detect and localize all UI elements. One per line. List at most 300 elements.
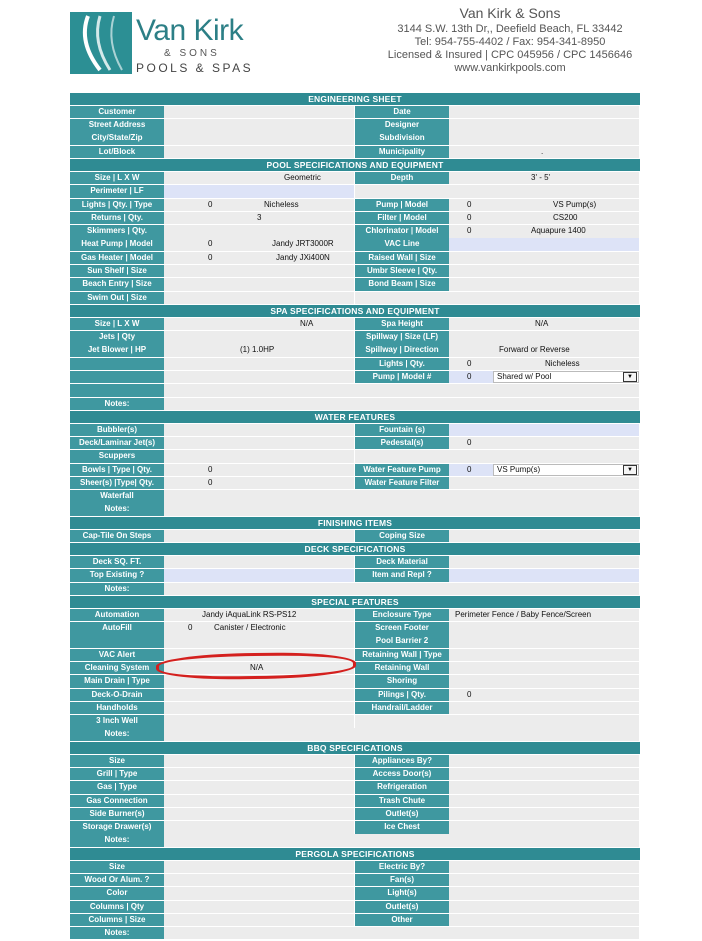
blower-field[interactable] [164,344,354,356]
label-screen-footer: Screen Footer [355,622,449,634]
filter-model: CS200 [553,212,578,222]
label-item-repl: Item and Repl ? [355,569,449,581]
raised-wall-field[interactable] [449,252,639,264]
bubbler-field[interactable] [164,424,354,436]
table-row [70,861,640,873]
label-blank [70,371,164,383]
table-row [70,278,640,290]
grill-field[interactable] [164,768,354,780]
table-row [70,265,640,277]
spa-height-field[interactable] [449,318,639,330]
spa-height-value: N/A [535,318,549,328]
municipality-field[interactable] [449,146,639,158]
autofill-field[interactable] [164,622,354,634]
label-wf-pump: Water Feature Pump [355,464,449,476]
beach-field[interactable] [164,278,354,290]
columns-size-field[interactable] [164,914,354,926]
table-row [70,834,640,846]
table-row [70,477,640,489]
label-bubbler: Bubbler(s) [70,424,164,436]
table-row [70,901,640,913]
company-name: Van Kirk & Sons [459,5,561,21]
label-deck-drain: Deck-O-Drain [70,689,164,701]
label-other: Other [355,914,449,926]
label-bbq-outlet: Outlet(s) [355,808,449,820]
pilings-field[interactable] [449,689,639,701]
label-color: Color [70,887,164,899]
pool-size-field[interactable] [164,172,354,184]
logo-wave-icon [70,12,132,74]
label-umbr: Umbr Sleeve | Qty. [355,265,449,277]
label-pedestal: Pedestal(s) [355,437,449,449]
refrig-field[interactable] [449,781,639,793]
label-depth: Depth [355,172,449,184]
label-side-burner: Side Burner(s) [70,808,164,820]
label-access: Access Door(s) [355,768,449,780]
street-field[interactable] [164,119,354,131]
heatpump-model: Jandy JRT3000R [272,239,334,249]
label-blank [70,358,164,370]
label-spa-lights: Lights | Qty. [355,358,449,370]
bbq-outlet-field[interactable] [449,808,639,820]
date-field[interactable] [449,106,639,118]
section-special: SPECIAL FEATURES [70,596,640,608]
table-row [70,119,640,131]
label-spillway: Spillway | Size (LF) [355,331,449,343]
top-existing-field[interactable] [164,569,354,581]
table-row [70,728,640,740]
autofill-qty: 0 [188,623,193,633]
table-row [70,635,640,647]
ice-chest-field[interactable] [449,821,639,833]
chlorinator-field[interactable] [449,225,639,237]
color-field[interactable] [164,887,354,899]
table-row [70,172,640,184]
inch-well-field[interactable] [164,715,354,727]
sheer-field[interactable] [164,477,354,489]
gas-field[interactable] [164,781,354,793]
label-scuppers: Scuppers [70,450,164,462]
table-row [70,715,640,727]
table-row [70,238,640,250]
scuppers-field[interactable] [164,450,354,462]
pump-model: VS Pump(s) [553,199,597,209]
pool-lights-type: Nicheless [264,199,299,209]
blank-field [164,371,354,383]
label-cleaning: Cleaning System [70,662,164,674]
label-handrail: Handrail/Ladder [355,702,449,714]
spa-lights-type: Nicheless [545,358,580,368]
wood-field[interactable] [164,874,354,886]
pool-size-value: Geometric [284,173,321,183]
automation-value: Jandy iAquaLink RS-PS12 [202,609,297,619]
pump-qty: 0 [467,199,472,209]
retaining-type-field[interactable] [449,649,639,661]
label-jets: Jets | Qty [70,331,164,343]
deck-sqft-field[interactable] [164,556,354,568]
logo-name: Van Kirk [136,14,244,47]
pergola-lights-field[interactable] [449,887,639,899]
label-special-notes: Notes: [70,728,164,740]
label-pergola-size: Size [70,861,164,873]
shoring-field[interactable] [449,675,639,687]
table-row [70,398,640,410]
bowls-value: 0 [208,464,213,474]
label-appliances: Appliances By? [355,755,449,767]
trash-field[interactable] [449,795,639,807]
waterfall-field[interactable] [164,490,639,502]
deck-notes-field[interactable] [164,583,639,595]
label-storage: Storage Drawer(s) [70,821,164,833]
label-municipality: Municipality [355,146,449,158]
cap-tile-field[interactable] [164,530,354,542]
label-subdivision: Subdivision [355,132,449,144]
label-trash: Trash Chute [355,795,449,807]
spa-notes-field[interactable] [164,398,639,410]
label-waterfall: Waterfall [70,490,164,502]
label-fountain: Fountain (s) [355,424,449,436]
blank-field [164,635,354,647]
label-main-drain: Main Drain | Type [70,675,164,687]
table-row [70,464,640,476]
section-engineering: ENGINEERING SHEET [70,93,640,105]
table-row [70,437,640,449]
appliances-field[interactable] [449,755,639,767]
perimeter-field[interactable] [164,185,354,197]
label-skimmers: Skimmers | Qty. [70,225,164,237]
chlorinator-qty: 0 [467,226,472,236]
label-wood: Wood Or Alum. ? [70,874,164,886]
handholds-field[interactable] [164,702,354,714]
blower-value: (1) 1.0HP [240,345,275,355]
table-row [70,358,640,370]
section-finishing: FINISHING ITEMS [70,517,640,529]
spa-lights-field[interactable] [449,358,639,370]
bbq-notes-field[interactable] [164,834,639,846]
returns-qty: 3 [257,212,262,222]
label-pool-lights: Lights | Qty. | Type [70,199,164,211]
label-automation: Automation [70,609,164,621]
company-license: Licensed & Insured | CPC 045956 / CPC 1456646 [387,49,633,61]
wf-pump-field[interactable] [449,464,639,476]
gasheater-model: Jandy JXi400N [276,252,330,262]
label-columns-size: Columns | Size [70,914,164,926]
table-row [70,821,640,833]
label-filter: Filter | Model [355,212,449,224]
label-gasheater: Gas Heater | Model [70,252,164,264]
fountain-field[interactable] [449,424,639,436]
table-row [70,225,640,237]
label-bbq-notes: Notes: [70,834,164,846]
label-fans: Fan(s) [355,874,449,886]
label-blower: Jet Blower | HP [70,344,164,356]
spa-size-value: N/A [300,318,314,328]
label-bondbeam: Bond Beam | Size [355,278,449,290]
table-row [70,252,640,264]
subdivision-field[interactable] [449,132,639,144]
heatpump-field[interactable] [164,238,354,250]
table-row [70,371,640,383]
pergola-outlets-field[interactable] [449,901,639,913]
label-wf-filter: Water Feature Filter [355,477,449,489]
skimmers-field[interactable] [164,225,354,237]
spill-dir-field[interactable] [449,344,639,356]
automation-field[interactable] [164,609,354,621]
label-spa-size: Size | L X W [70,318,164,330]
pedestal-field[interactable] [449,437,639,449]
table-row [70,609,640,621]
label-sunshelf: Sun Shelf | Size [70,265,164,277]
table-row [70,755,640,767]
label-water-notes: Notes: [70,503,164,515]
item-repl-field[interactable] [449,569,639,581]
table-row [70,768,640,780]
spa-size-field[interactable] [164,318,354,330]
pedestal-value: 0 [467,438,472,448]
access-field[interactable] [449,768,639,780]
table-row [70,927,640,939]
swimout-field[interactable] [164,292,354,304]
table-row [70,795,640,807]
label-swimout: Swim Out | Size [70,292,164,304]
screen-footer-field[interactable] [449,622,639,634]
table-row [70,490,640,502]
label-gas: Gas | Type [70,781,164,793]
designer-field[interactable] [449,119,639,131]
customer-field[interactable] [164,106,354,118]
label-date: Date [355,106,449,118]
water-notes-field[interactable] [164,503,639,515]
company-address: 3144 S.W. 13th Dr,, Deefield Beach, FL 33442 [397,23,623,35]
pergola-notes-field[interactable] [164,927,639,939]
vac-line-field[interactable] [449,238,639,250]
wf-pump-qty: 0 [467,464,472,474]
label-deck-jet: Deck/Laminar Jet(s) [70,437,164,449]
pool-barrier-field[interactable] [449,635,639,647]
label-inch-well: 3 Inch Well [70,715,164,727]
table-row [70,132,640,144]
section-pergola: PERGOLA SPECIFICATIONS [70,848,640,860]
section-deck: DECK SPECIFICATIONS [70,543,640,555]
pool-lights-field[interactable] [164,199,354,211]
label-pump: Pump | Model [355,199,449,211]
table-row [70,424,640,436]
electric-field[interactable] [449,861,639,873]
bbq-size-field[interactable] [164,755,354,767]
section-bbq: BBQ SPECIFICATIONS [70,742,640,754]
bondbeam-field[interactable] [449,278,639,290]
gas-conn-field[interactable] [164,795,354,807]
table-row [70,569,640,581]
chevron-down-icon[interactable]: ▼ [623,372,637,382]
company-phone: Tel: 954-755-4402 / Fax: 954-341-8950 [414,36,606,48]
label-bbq-size: Size [70,755,164,767]
table-row [70,199,640,211]
table-row [70,702,640,714]
label-deck-notes: Notes: [70,583,164,595]
table-row [70,887,640,899]
table-row [70,450,640,462]
pergola-size-field[interactable] [164,861,354,873]
table-row [70,146,640,158]
label-pergola-outlets: Outlet(s) [355,901,449,913]
label-cap-tile: Cap-Tile On Steps [70,530,164,542]
bowls-field[interactable] [164,464,354,476]
jets-field[interactable] [164,331,354,343]
table-row [70,503,640,515]
label-designer: Designer [355,119,449,131]
pool-lights-qty: 0 [208,199,213,209]
label-lot: Lot/Block [70,146,164,158]
gasheater-qty: 0 [208,252,213,262]
chevron-down-icon[interactable]: ▼ [623,465,637,475]
label-vac-line: VAC Line [355,238,449,250]
label-refrig: Refrigeration [355,781,449,793]
label-blank [70,635,164,647]
label-street: Street Address [70,119,164,131]
section-pool: POOL SPECIFICATIONS AND EQUIPMENT [70,159,640,171]
label-handholds: Handholds [70,702,164,714]
logo-pools: POOLS & SPAS [136,61,254,75]
spill-dir-value: Forward or Reverse [499,345,570,355]
table-row [70,384,640,396]
label-columns-qty: Columns | Qty [70,901,164,913]
scuppers-blank [355,450,639,462]
cleaning-value: N/A [250,663,264,673]
table-row [70,106,640,118]
label-retaining-wall: Retaining Wall [355,662,449,674]
table-row [70,331,640,343]
company-website: www.vankirkpools.com [454,62,566,74]
deck-drain-field[interactable] [164,689,354,701]
label-top-existing: Top Existing ? [70,569,164,581]
label-perimeter: Perimeter | LF [70,185,164,197]
blank-field [164,358,354,370]
storage-field[interactable] [164,821,354,833]
deck-material-field[interactable] [449,556,639,568]
table-row [70,318,640,330]
label-grill: Grill | Type [70,768,164,780]
label-deck-material: Deck Material [355,556,449,568]
label-blank [70,384,164,396]
swimout-blank [355,292,639,304]
spa-pump-field[interactable] [449,371,639,383]
label-customer: Customer [70,106,164,118]
returns-field[interactable] [164,212,354,224]
table-row [70,344,640,356]
label-city: City/State/Zip [70,132,164,144]
table-row [70,781,640,793]
sheer-value: 0 [208,477,213,487]
table-row [70,874,640,886]
retaining-wall-field[interactable] [449,662,639,674]
city-field[interactable] [164,132,354,144]
label-pilings: Pilings | Qty. [355,689,449,701]
inch-well-blank [355,715,639,727]
table-row [70,622,640,634]
fans-field[interactable] [449,874,639,886]
wf-filter-field[interactable] [449,477,639,489]
wf-pump-model: VS Pump(s) [497,464,541,474]
lot-field[interactable] [164,146,354,158]
other-field[interactable] [449,914,639,926]
heatpump-qty: 0 [208,239,213,249]
depth-field[interactable] [449,172,639,184]
label-deck-sqft: Deck SQ. FT. [70,556,164,568]
label-chlorinator: Chlorinator | Model [355,225,449,237]
spillway-field[interactable] [449,331,639,343]
enclosure-field[interactable] [449,609,639,621]
table-row [70,530,640,542]
label-bowls: Bowls | Type | Qty. [70,464,164,476]
table-row [70,292,640,304]
label-gas-conn: Gas Connection [70,795,164,807]
label-coping: Coping Size [355,530,449,542]
autofill-type: Canister / Electronic [214,623,286,633]
perimeter-blank [355,185,639,197]
company-logo [70,12,254,75]
label-pergola-lights: Light(s) [355,887,449,899]
label-pool-barrier: Pool Barrier 2 [355,635,449,647]
label-autofill: AutoFill [70,622,164,634]
spa-pump-qty: 0 [467,371,472,381]
special-notes-field[interactable] [164,728,639,740]
section-water: WATER FEATURES [70,411,640,423]
label-returns: Returns | Qty. [70,212,164,224]
depth-value: 3' - 5' [531,173,551,183]
sunshelf-field[interactable] [164,265,354,277]
table-row [70,914,640,926]
label-raised-wall: Raised Wall | Size [355,252,449,264]
label-pergola-notes: Notes: [70,927,164,939]
label-electric: Electric By? [355,861,449,873]
table-row [70,675,640,687]
coping-field[interactable] [449,530,639,542]
label-vac-alert: VAC Alert [70,649,164,661]
table-row [70,649,640,661]
umbr-field[interactable] [449,265,639,277]
pilings-value: 0 [467,689,472,699]
label-retaining-type: Retaining Wall | Type [355,649,449,661]
label-pool-size: Size | L X W [70,172,164,184]
columns-qty-field[interactable] [164,901,354,913]
spa-pump-model: Shared w/ Pool [497,371,552,381]
enclosure-value: Perimeter Fence / Baby Fence/Screen [455,609,592,619]
side-burner-field[interactable] [164,808,354,820]
label-spill-dir: Spillway | Direction [355,344,449,356]
label-spa-pump: Pump | Model # [355,371,449,383]
company-info [380,5,640,75]
engineering-sheet [70,92,640,939]
label-spa-notes: Notes: [70,398,164,410]
table-row [70,689,640,701]
table-row [70,185,640,197]
filter-field[interactable] [449,212,639,224]
gasheater-field[interactable] [164,252,354,264]
handrail-field[interactable] [449,702,639,714]
filter-qty: 0 [467,212,472,222]
table-row [70,212,640,224]
label-sheer: Sheer(s) |Type| Qty. [70,477,164,489]
label-beach: Beach Entry | Size [70,278,164,290]
deck-jet-field[interactable] [164,437,354,449]
letterhead [0,0,702,90]
blank-field [164,384,639,396]
label-shoring: Shoring [355,675,449,687]
pump-field[interactable] [449,199,639,211]
table-row [70,583,640,595]
spa-lights-qty: 0 [467,358,472,368]
